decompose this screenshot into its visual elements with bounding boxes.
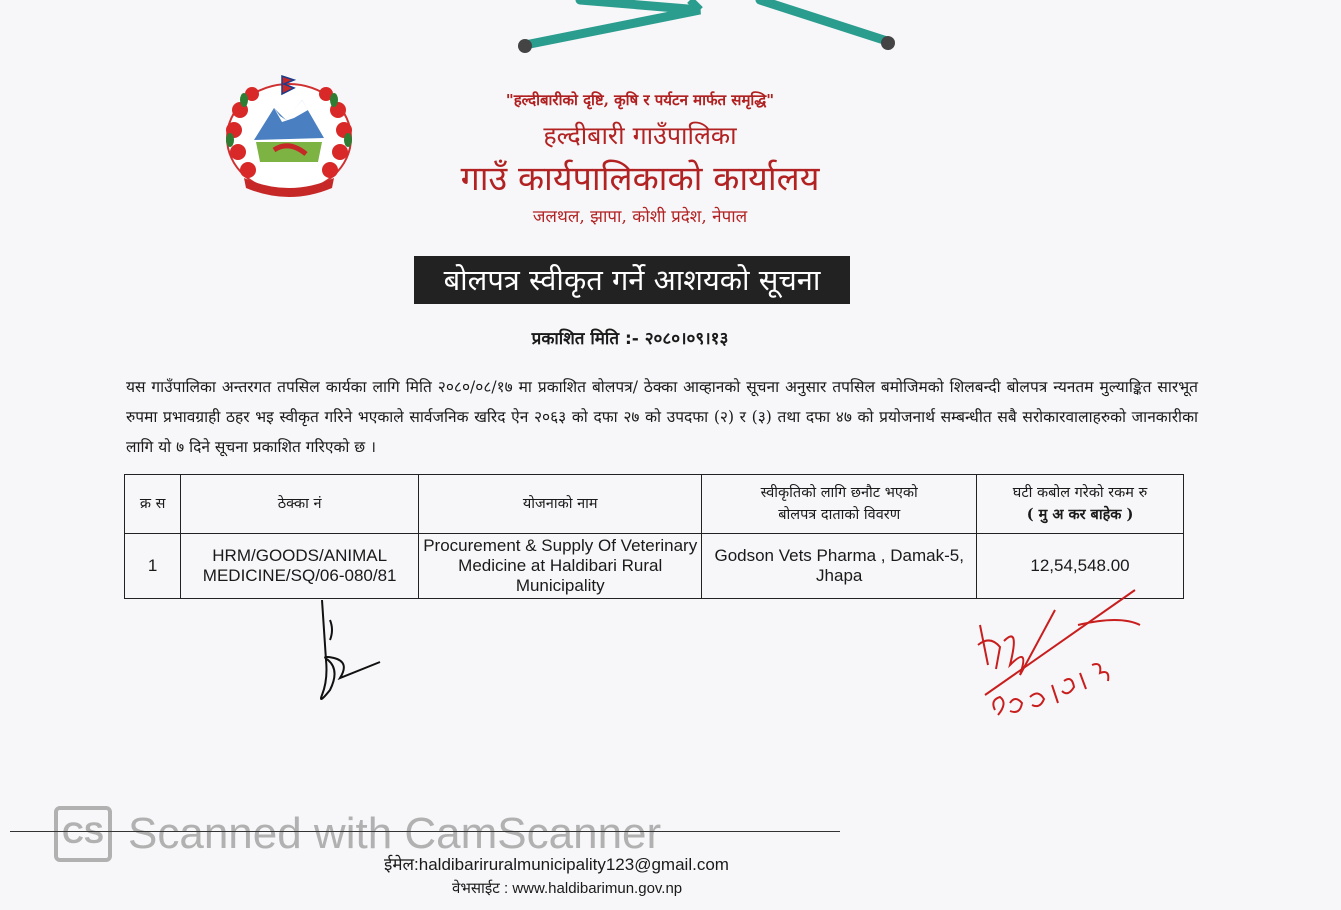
header-project: योजनाको नाम [419,475,702,534]
published-date: प्रकाशित मिति :- २०८०।०९।१३ [531,329,729,349]
cell-sn: 1 [125,534,181,599]
cell-contract-no: HRM/GOODS/ANIMAL MEDICINE/SQ/06-080/81 [181,534,419,599]
header-amount [977,475,1184,534]
office-address: जलथल, झापा, कोशी प्रदेश, नेपाल [532,207,748,227]
cell-bidder: Godson Vets Pharma , Damak-5, Jhapa [702,534,977,599]
slogan: "हल्दीबारीको दृष्टि, कृषि र पर्यटन मार्फत समृद्धि" [505,91,775,109]
office-name: गाउँ कार्यपालिकाको कार्यालय [460,159,820,199]
header-bidder-line1: स्वीकृतिको लागि छनौट भएको [760,485,918,501]
municipality-name: हल्दीबारी गाउँपालिका [543,121,737,150]
camscanner-logo-icon: CS [54,806,112,862]
header-sn: क्र स [125,475,181,534]
notice-title: बोलपत्र स्वीकृत गर्ने आशयको सूचना [414,256,850,304]
footer-website: वेभसाईट : www.haldibarimun.gov.np [452,880,683,897]
cell-amount: 12,54,548.00 [977,534,1184,599]
table-header-row [125,475,1184,534]
header-bidder [702,475,977,534]
header-amount-line1: घटी कबोल गरेको रकम रु [1012,485,1148,501]
header-contract-no: ठेक्का नं [181,475,419,534]
ribbon-icon [500,0,920,70]
watermark-text: Scanned with CamScanner [128,809,662,858]
header-amount-line2: ( मु अ कर बाहेक ) [1026,506,1134,523]
footer-email: ईमेल:haldibariruralmunicipality123@gmail.com [384,855,729,874]
cell-project: Procurement & Supply Of Veterinary Medicine at Haldibari Rural Municipality [419,534,702,599]
red-signature-icon [960,585,1150,730]
notice-body: यस गाउँपालिका अन्तरगत तपसिल कार्यका लागि मिति २०८०/०८/१७ मा प्रकाशित बोलपत्र/ ठेक्का आव्हानको सूचना अनुसार तपसिल बमोजिमको शिलबन्दी बोलपत्र न्यनतम मुल्याङ्कित सारभूत रुपमा प्रभावग्राही ठहर भइ स्वीकृत गरिने भएकाले सार्वजनिक खरिद ऐन २०६३ को दफा २७ को उपदफा (२) र (३) तथा दफा ४७ को प्रयोजनार्थ सम्बन्धीत सबै सरोकारवालाहरुको जानकारीका लागि यो ७ दिने सूचना प्रकाशित गरिएको छ । [126,378,1198,456]
footer-divider [10,831,840,832]
tender-table [124,474,1184,599]
header-bidder-line2: बोलपत्र दाताको विवरण [778,507,901,523]
nepal-emblem-icon [214,70,364,200]
signature-icon [300,600,400,710]
